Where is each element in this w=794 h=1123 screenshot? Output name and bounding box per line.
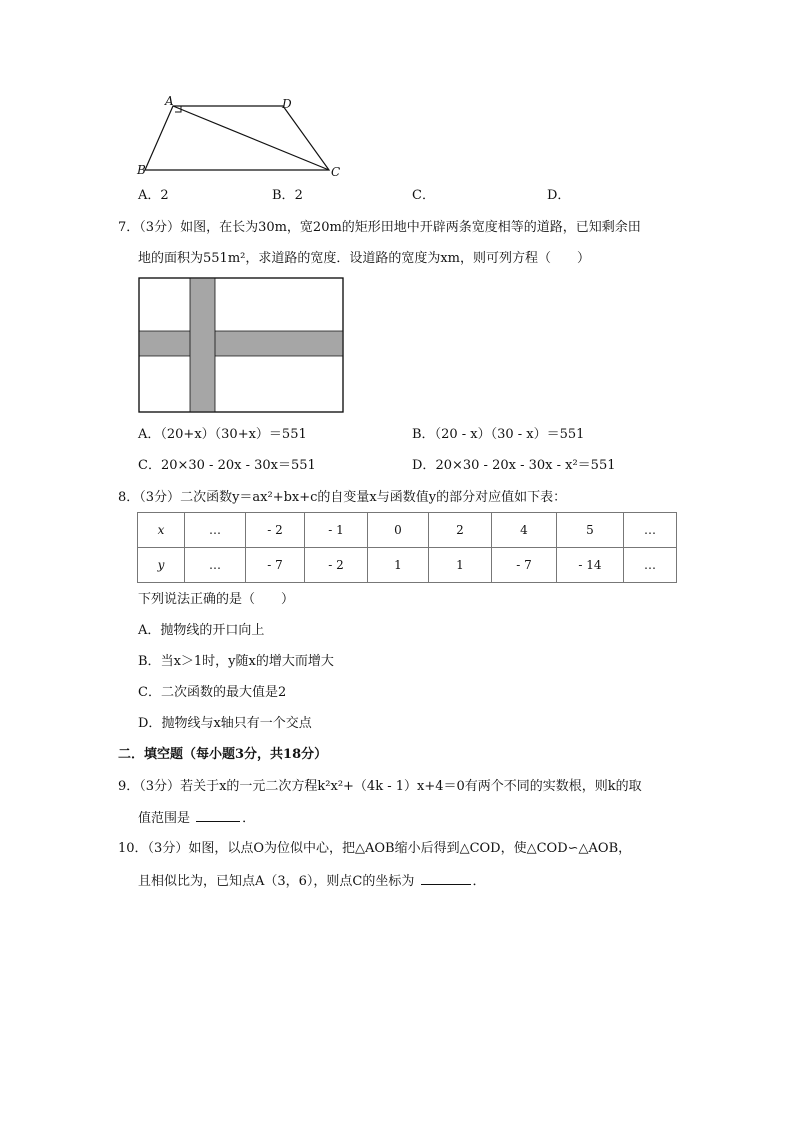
table-cell: - 7 (246, 548, 305, 583)
table-cell: - 1 (305, 513, 368, 548)
q7-option-c[interactable]: C．20×30 - 20x - 30x＝551 (138, 458, 316, 473)
table-cell: 2 (429, 513, 492, 548)
vertex-label-a: A (165, 94, 174, 108)
table-cell: y (138, 548, 185, 583)
q9-stem-line1: 9．（3分）若关于x的一元二次方程k²x²+（4k - 1）x+4＝0有两个不同的实数根，则k的取 (118, 779, 642, 794)
table-cell: … (624, 548, 677, 583)
q8-option-c[interactable]: C．二次函数的最大值是2 (138, 685, 287, 700)
q6-option-b[interactable]: B．2 (272, 188, 303, 203)
table-cell: 4 (492, 513, 557, 548)
vertex-label-b: B (137, 163, 146, 177)
table-cell: 1 (368, 548, 429, 583)
table-row-y (138, 548, 677, 583)
q8-question: 下列说法正确的是（ ） (138, 592, 295, 607)
q10-answer-blank[interactable] (421, 872, 471, 885)
q9-stem-line2: 值范围是 ． (138, 811, 256, 826)
q6-option-a[interactable]: A．2 (138, 188, 169, 203)
q7-option-a[interactable]: A．（20+x）（30+x）＝551 (138, 427, 307, 442)
q7-option-b[interactable]: B．（20 - x）（30 - x）＝551 (412, 427, 585, 442)
table-cell: 0 (368, 513, 429, 548)
table-cell: … (185, 513, 246, 548)
q6-option-d[interactable]: D． (547, 188, 571, 203)
table-row-x (138, 513, 677, 548)
table-cell: - 2 (246, 513, 305, 548)
q8-option-a[interactable]: A．抛物线的开口向上 (138, 623, 265, 638)
q7-stem-line1: 7．（3分）如图，在长为30m，宽20m的矩形田地中开辟两条宽度相等的道路，已知剩余田 (118, 220, 641, 235)
vertex-label-d: D (282, 97, 292, 111)
q7-option-d[interactable]: D．20×30 - 20x - 30x - x²＝551 (412, 458, 616, 473)
q6-option-c[interactable]: C． (412, 188, 435, 203)
table-cell: - 14 (557, 548, 624, 583)
table-cell: - 7 (492, 548, 557, 583)
table-cell: 5 (557, 513, 624, 548)
table-cell: - 2 (305, 548, 368, 583)
table-cell: 1 (429, 548, 492, 583)
field-roads-figure (138, 277, 345, 414)
section-2-title: 二．填空题（每小题3分，共18分） (118, 747, 328, 762)
vertex-label-c: C (331, 165, 341, 179)
table-cell: … (185, 548, 246, 583)
q7-stem-line2: 地的面积为551m²，求道路的宽度．设道路的宽度为xm，则可列方程（ ） (138, 251, 591, 266)
table-cell: … (624, 513, 677, 548)
q10-stem-line2: 且相似比为，已知点A（3，6），则点C的坐标为 ． (138, 874, 486, 889)
value-table (137, 512, 677, 583)
q9-answer-blank[interactable] (196, 809, 240, 822)
q8-stem: 8．（3分）二次函数y＝ax²+bx+c的自变量x与函数值y的部分对应值如下表： (118, 490, 567, 505)
q8-option-b[interactable]: B．当x＞1时，y随x的增大而增大 (138, 654, 334, 669)
q10-stem-line1: 10．（3分）如图，以点O为位似中心，把△AOB缩小后得到△COD，使△COD∽△AOB， (118, 841, 632, 856)
q8-option-d[interactable]: D．抛物线与x轴只有一个交点 (138, 716, 312, 731)
table-cell: x (138, 513, 185, 548)
